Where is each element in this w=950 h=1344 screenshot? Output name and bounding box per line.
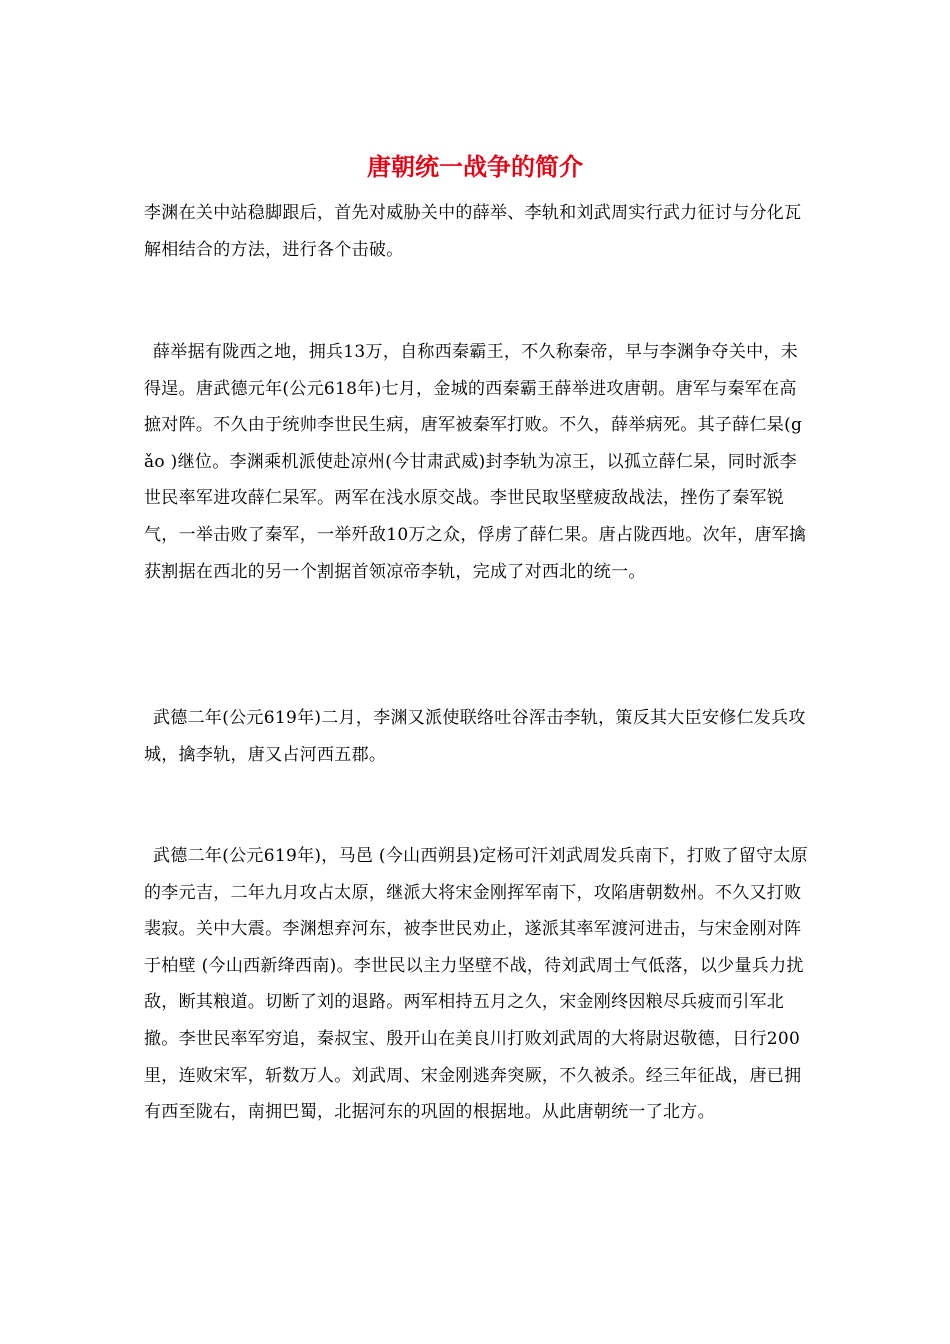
paragraph-li-gui: 武德二年(公元619年)二月，李渊又派使联络吐谷浑击李轨，策反其大臣安修仁发兵攻城，擒李轨，唐又占河西五郡。 bbox=[144, 708, 806, 765]
paragraph-liu-wuzhou: 武德二年(公元619年)，马邑 (今山西朔县)定杨可汗刘武周发兵南下，打败了留守太原的李元吉，二年九月攻占太原，继派大将宋金刚挥军南下，攻陷唐朝数州。不久又打败裴寂。关中大震。李渊想弃河东，被李世民劝止，遂派其率军渡河进击，与宋金刚对阵于柏壁 (今山西新绛西南)。李世民以主力坚壁不战，待刘武周士气低落，以少量兵力扰敌，断其粮道。切断了刘的退路。两军相持五月之久，宋金刚终因粮尽兵疲而引军北撤。李世民率军穷追，秦叔宝、殷开山在美良川打败刘武周的大将尉迟敬德，日行200里，连败宋军，斩数万人。刘武周、宋金刚逃奔突厥，不久被杀。经三年征战，唐已拥有西至陇右，南拥巴蜀，北据河东的巩固的根据地。从此唐朝统一了北方。 bbox=[144, 846, 808, 1123]
document-title: 唐朝统一战争的简介 bbox=[367, 152, 583, 181]
paragraph-intro: 李渊在关中站稳脚跟后，首先对威胁关中的薛举、李轨和刘武周实行武力征讨与分化瓦解相结合的方法，进行各个击破。 bbox=[144, 203, 802, 260]
paragraph-xue-ju: 薛举据有陇西之地，拥兵13万，自称西秦霸王，不久称秦帝，早与李渊争夺关中，未得逞。唐武德元年(公元618年)七月，金城的西秦霸王薛举进攻唐朝。唐军与秦军在高摭对阵。不久由于统帅李世民生病，唐军被秦军打败。不久，薛举病死。其子薛仁杲(gǎo )继位。李渊乘机派使赴凉州(今甘肃武威)封李轨为凉王，以孤立薛仁杲，同时派李世民率军进攻薛仁杲军。两军在浅水原交战。李世民取坚壁疲敌战法，挫伤了秦军锐气，一举击败了秦军，一举歼敌10万之众，俘虏了薛仁果。唐占陇西地。次年，唐军擒获割据在西北的另一个割据首领凉帝李轨，完成了对西北的统一。 bbox=[144, 342, 807, 582]
